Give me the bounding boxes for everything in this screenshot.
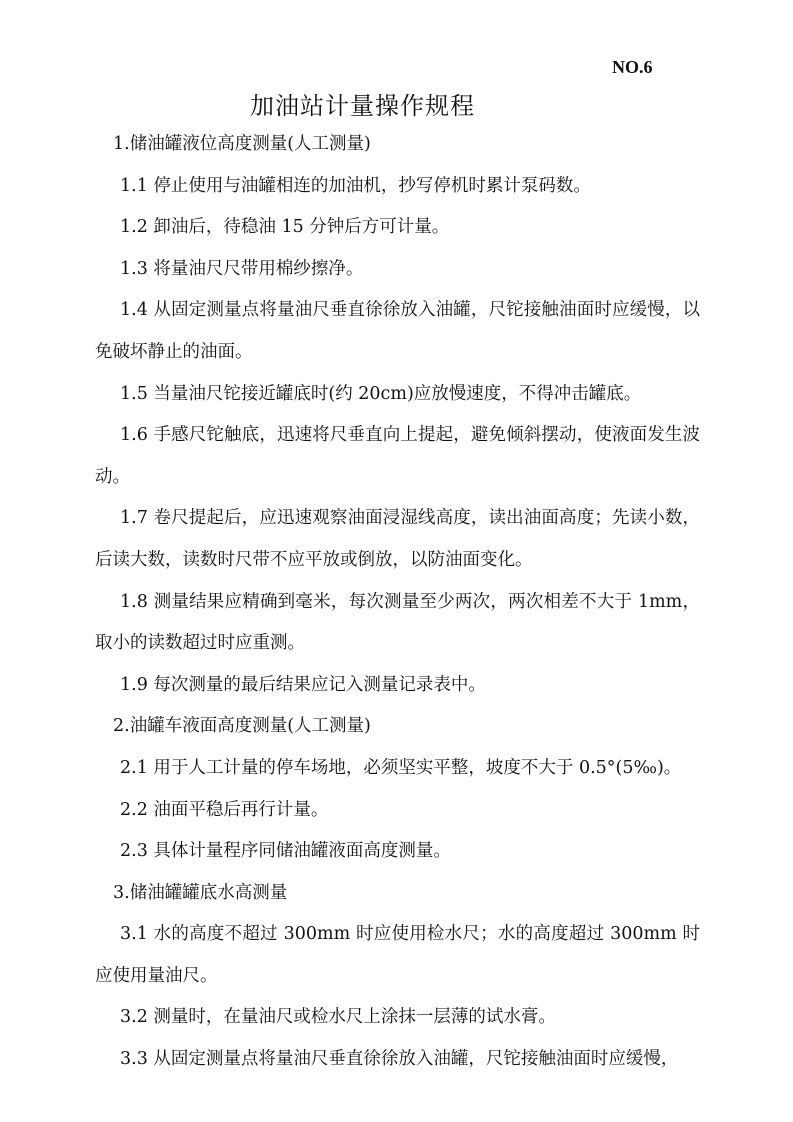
paragraph: 1.1 停止使用与油罐相连的加油机，抄写停机时累计泵码数。 — [120, 175, 591, 196]
paragraph: 1.8 测量结果应精确到毫米，每次测量至少两次，两次相差不大于 1mm，取小的读数超过时应重测。 — [95, 591, 700, 654]
paragraph: 2.3 具体计量程序同储油罐液面高度测量。 — [120, 841, 451, 862]
paragraph: 1.7 卷尺提起后，应迅速观察油面浸湿线高度，读出油面高度；先读小数，后读大数，读数时尺带不应平放或倒放，以防油面变化。 — [95, 508, 700, 570]
paragraph: 1.6 手感尺铊触底，迅速将尺垂直向上提起，避免倾斜摆动，使液面发生波动。 — [95, 425, 700, 487]
paragraph: 1.3 将量油尺尺带用棉纱擦净。 — [120, 258, 364, 279]
section-heading: 1.储油罐液位高度测量(人工测量) — [113, 134, 371, 154]
paragraph: 1.4 从固定测量点将量油尺垂直徐徐放入油罐，尺铊接触油面时应缓慢，以免破坏静止的油面。 — [95, 300, 700, 362]
paragraph: 3.1 水的高度不超过 300mm 时应使用检水尺；水的高度超过 300mm 时应使用量油尺。 — [95, 924, 700, 986]
document-number: NO.6 — [612, 57, 653, 77]
section-heading: 3.储油罐罐底水高测量 — [113, 882, 288, 903]
document-body — [95, 124, 700, 1081]
paragraph: 1.9 每次测量的最后结果应记入测量记录表中。 — [120, 674, 486, 695]
section-heading: 2.油罐车液面高度测量(人工测量) — [113, 716, 371, 737]
paragraph: 2.2 油面平稳后再行计量。 — [120, 799, 329, 820]
paragraph: 1.2 卸油后，待稳油 15 分钟后方可计量。 — [120, 217, 450, 238]
document-title: 加油站计量操作规程 — [250, 92, 475, 120]
paragraph: 1.5 当量油尺铊接近罐底时(约 20cm)应放慢速度，不得冲击罐底。 — [120, 383, 642, 404]
paragraph: 3.2 测量时，在量油尺或检水尺上涂抹一层薄的试水膏。 — [120, 1007, 556, 1028]
paragraph: 3.3 从固定测量点将量油尺垂直徐徐放入油罐，尺铊接触油面时应缓慢， — [120, 1049, 679, 1070]
paragraph: 2.1 用于人工计量的停车场地，必须坚实平整，坡度不大于 0.5°(5‰)。 — [120, 757, 682, 778]
